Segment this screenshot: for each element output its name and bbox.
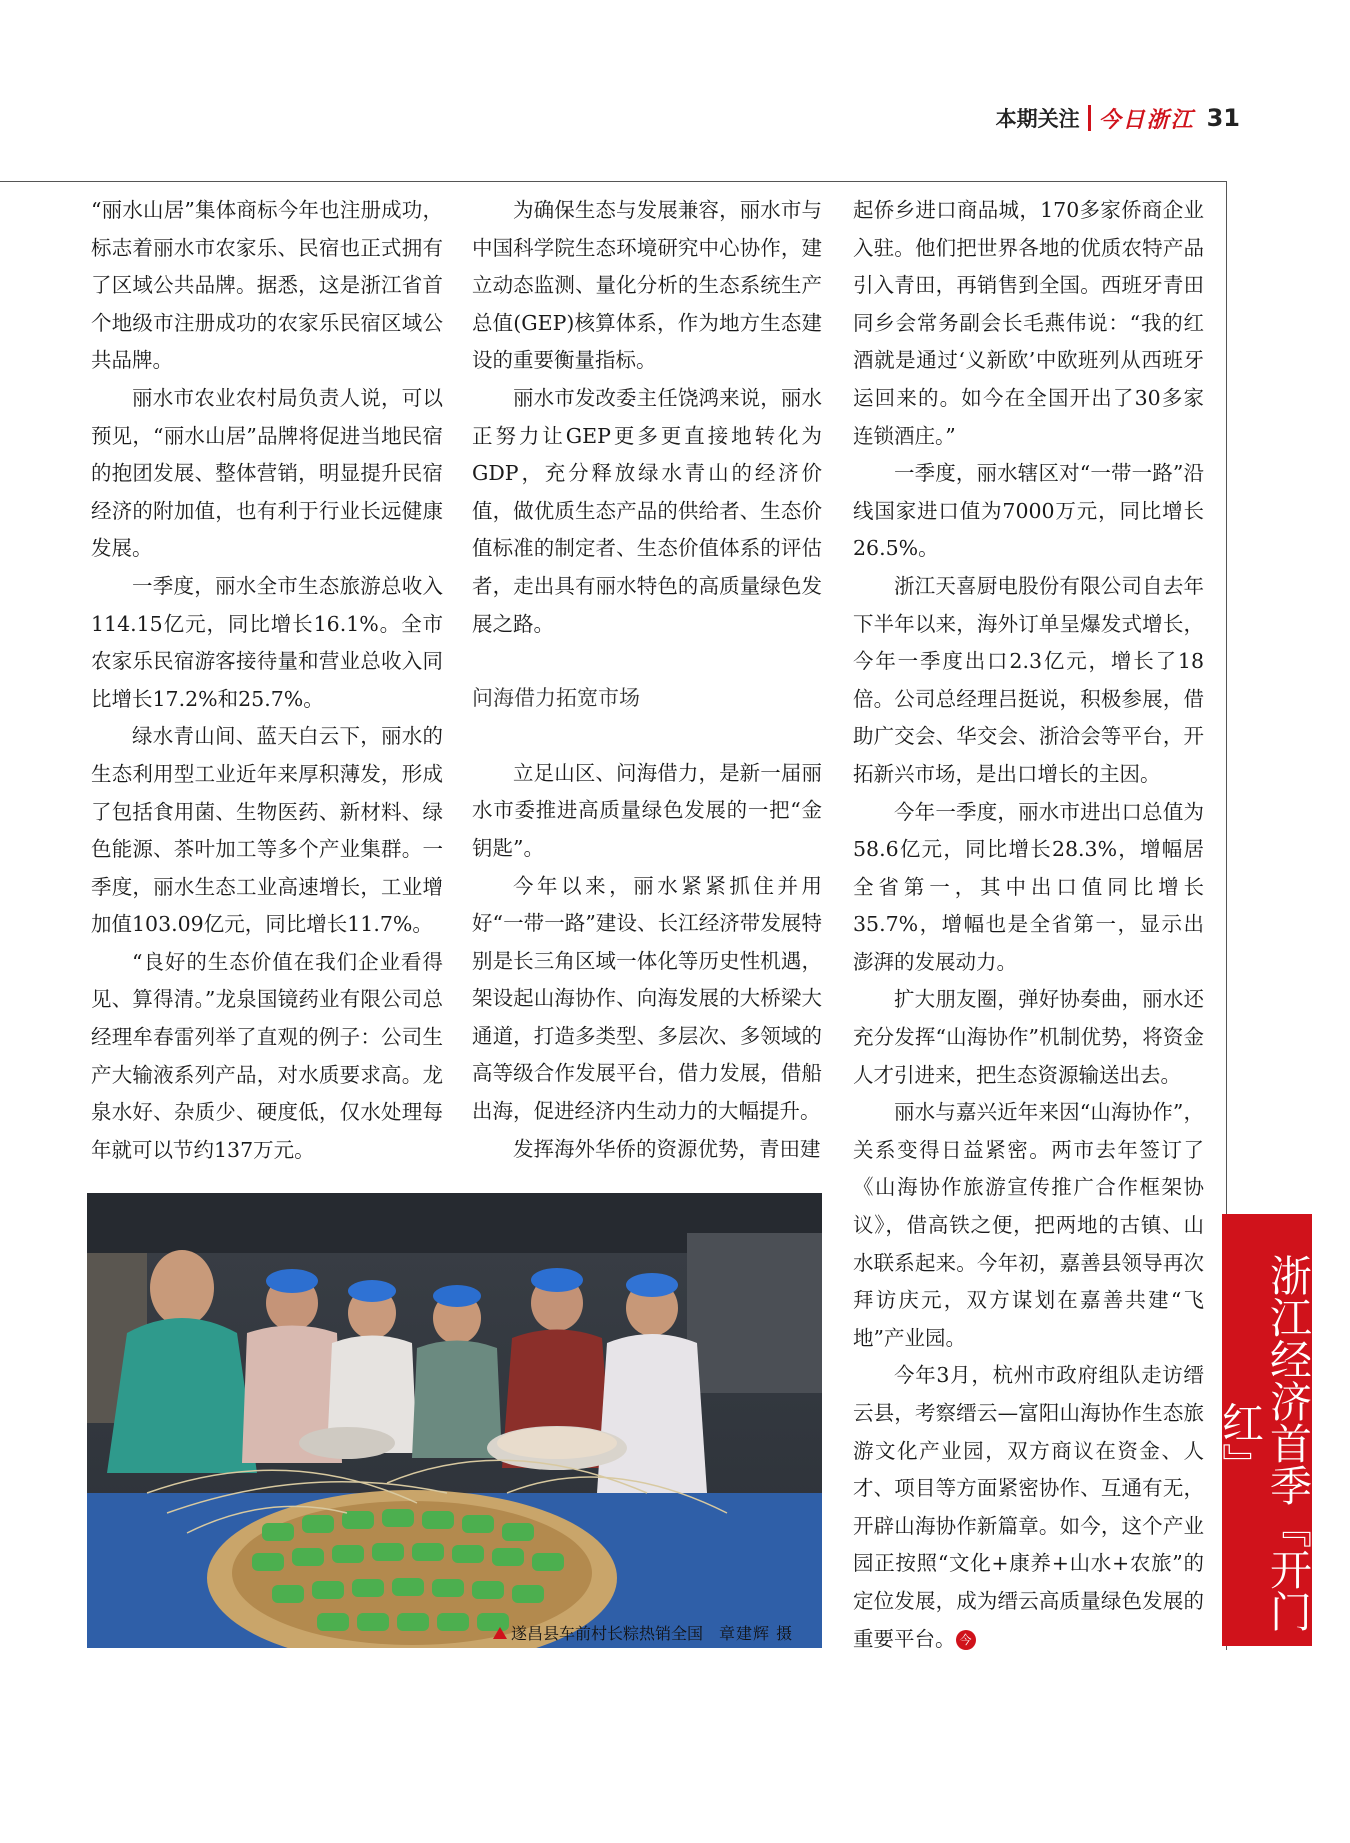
paragraph: 丽水市农业农村局负责人说，可以预见，“丽水山居”品牌将促进当地民宿的抱团发展、整体营销，明显提升民宿经济的附加值，也有利于行业长远健康发展。 (91, 385, 443, 561)
top-rule (0, 181, 1227, 182)
section-label: 本期关注 (995, 107, 1080, 131)
side-tab-text: 浙江经济首季『开门红』 (1216, 1254, 1313, 1632)
paragraph: 发挥海外华侨的资源优势，青田建 (513, 1136, 821, 1161)
magazine-logo: 今日浙江 (1098, 107, 1195, 133)
paragraph: 丽水与嘉兴近年来因“山海协作”，关系变得日益紧密。两市去年签订了《山海协作旅游宣传推广合作框架协议》，借高铁之便，把两地的古镇、山水联系起来。今年初，嘉善县领导再次拜访庆元，双方谋划在嘉善共建“飞地”产业园。 (853, 1100, 1204, 1350)
paragraph: “丽水山居”集体商标今年也注册成功，标志着丽水市农家乐、民宿也正式拥有了区域公共品牌。据悉，这是浙江省首个地级市注册成功的农家乐民宿区域公共品牌。 (91, 198, 443, 373)
paragraph: 一季度，丽水全市生态旅游总收入114.15亿元，同比增长16.1%。全市农家乐民宿游客接待量和营业总收入同比增长17.2%和25.7%。 (91, 573, 443, 711)
column-3 (853, 192, 1204, 1658)
paragraph (853, 1357, 1204, 1658)
page-header (996, 100, 1240, 136)
section-subheading: 问海借力拓宽市场 (472, 686, 640, 711)
caption-triangle-icon (493, 1627, 507, 1639)
paragraph: 起侨乡进口商品城，170多家侨商企业入驻。他们把世界各地的优质农特产品引入青田，再销售到全国。西班牙青田同乡会常务副会长毛燕伟说：“我的红酒就是通过‘义新欧’中欧班列从西班牙运回来的。如今在全国开出了30多家连锁酒庄。” (853, 198, 1204, 448)
paragraph: 绿水青山间、蓝天白云下，丽水的生态利用型工业近年来厚积薄发，形成了包括食用菌、生物医药、新材料、绿色能源、茶叶加工等多个产业集群。一季度，丽水生态工业高速增长，工业增加值103.09亿元，同比增长11.7%。 (91, 724, 443, 937)
paragraph: 为确保生态与发展兼容，丽水市与中国科学院生态环境研究中心协作，建立动态监测、量化分析的生态系统生产总值(GEP)核算体系，作为地方生态建设的重要衡量指标。 (472, 198, 822, 373)
paragraph: 一季度，丽水辖区对“一带一路”沿线国家进口值为7000万元，同比增长26.5%。 (853, 461, 1204, 561)
article-photo (87, 1193, 822, 1648)
column-2 (472, 192, 822, 1168)
paragraph: 立足山区、问海借力，是新一届丽水市委推进高质量绿色发展的一把“金钥匙”。 (472, 760, 822, 860)
photo-credit: 章建辉 摄 (719, 1624, 794, 1643)
paragraph: 浙江天喜厨电股份有限公司自去年下半年以来，海外订单呈爆发式增长，今年一季度出口2.3亿元，增长了18倍。公司总经理吕挺说，积极参展，借助广交会、华交会、浙洽会等平台，开拓新兴市场，是出口增长的主因。 (853, 573, 1204, 786)
zongzi-making-photo (87, 1193, 822, 1648)
photo-caption (493, 1621, 793, 1644)
end-mark-icon: 今 (956, 1630, 976, 1650)
column-1 (91, 192, 443, 1169)
paragraph: 丽水市发改委主任饶鸿来说，丽水正努力让GEP更多更直接地转化为GDP，充分释放绿水青山的经济价值，做优质生态产品的供给者、生态价值标准的制定者、生态价值体系的评估者，走出具有丽水特色的高质量绿色发展之路。 (472, 385, 822, 636)
last-paragraph-text: 今年3月，杭州市政府组队走访缙云县，考察缙云—富阳山海协作生态旅游文化产业园，双方商议在资金、人才、项目等方面紧密协作、互通有无，开辟山海协作新篇章。如今，这个产业园正按照“文化+康养+山水+农旅”的定位发展，成为缙云高质量绿色发展的重要平台。 (853, 1363, 1204, 1651)
paragraph: 今年一季度，丽水市进出口总值为58.6亿元，同比增长28.3%，增幅居全省第一，其中出口值同比增长35.7%，增幅也是全省第一，显示出澎湃的发展动力。 (853, 799, 1204, 974)
header-separator (1088, 105, 1091, 131)
page-number: 31 (1206, 104, 1240, 132)
paragraph: “良好的生态价值在我们企业看得见、算得清。”龙泉国镜药业有限公司总经理牟春雷列举了直观的例子：公司生产大输液系列产品，对水质要求高。龙泉水好、杂质少、硬度低，仅水处理每年就可以节约137万元。 (91, 949, 443, 1162)
side-tab (1216, 1214, 1313, 1646)
caption-text: 遂昌县车前村长粽热销全国 (511, 1624, 704, 1643)
paragraph: 今年以来，丽水紧紧抓住并用好“一带一路”建设、长江经济带发展特别是长三角区域一体化等历史性机遇，架设起山海协作、向海发展的大桥梁大通道，打造多类型、多层次、多领域的高等级合作发展平台，借力发展，借船出海，促进经济内生动力的大幅提升。 (472, 873, 822, 1124)
paragraph: 扩大朋友圈，弹好协奏曲，丽水还充分发挥“山海协作”机制优势，将资金人才引进来，把生态资源输送出去。 (853, 987, 1204, 1087)
